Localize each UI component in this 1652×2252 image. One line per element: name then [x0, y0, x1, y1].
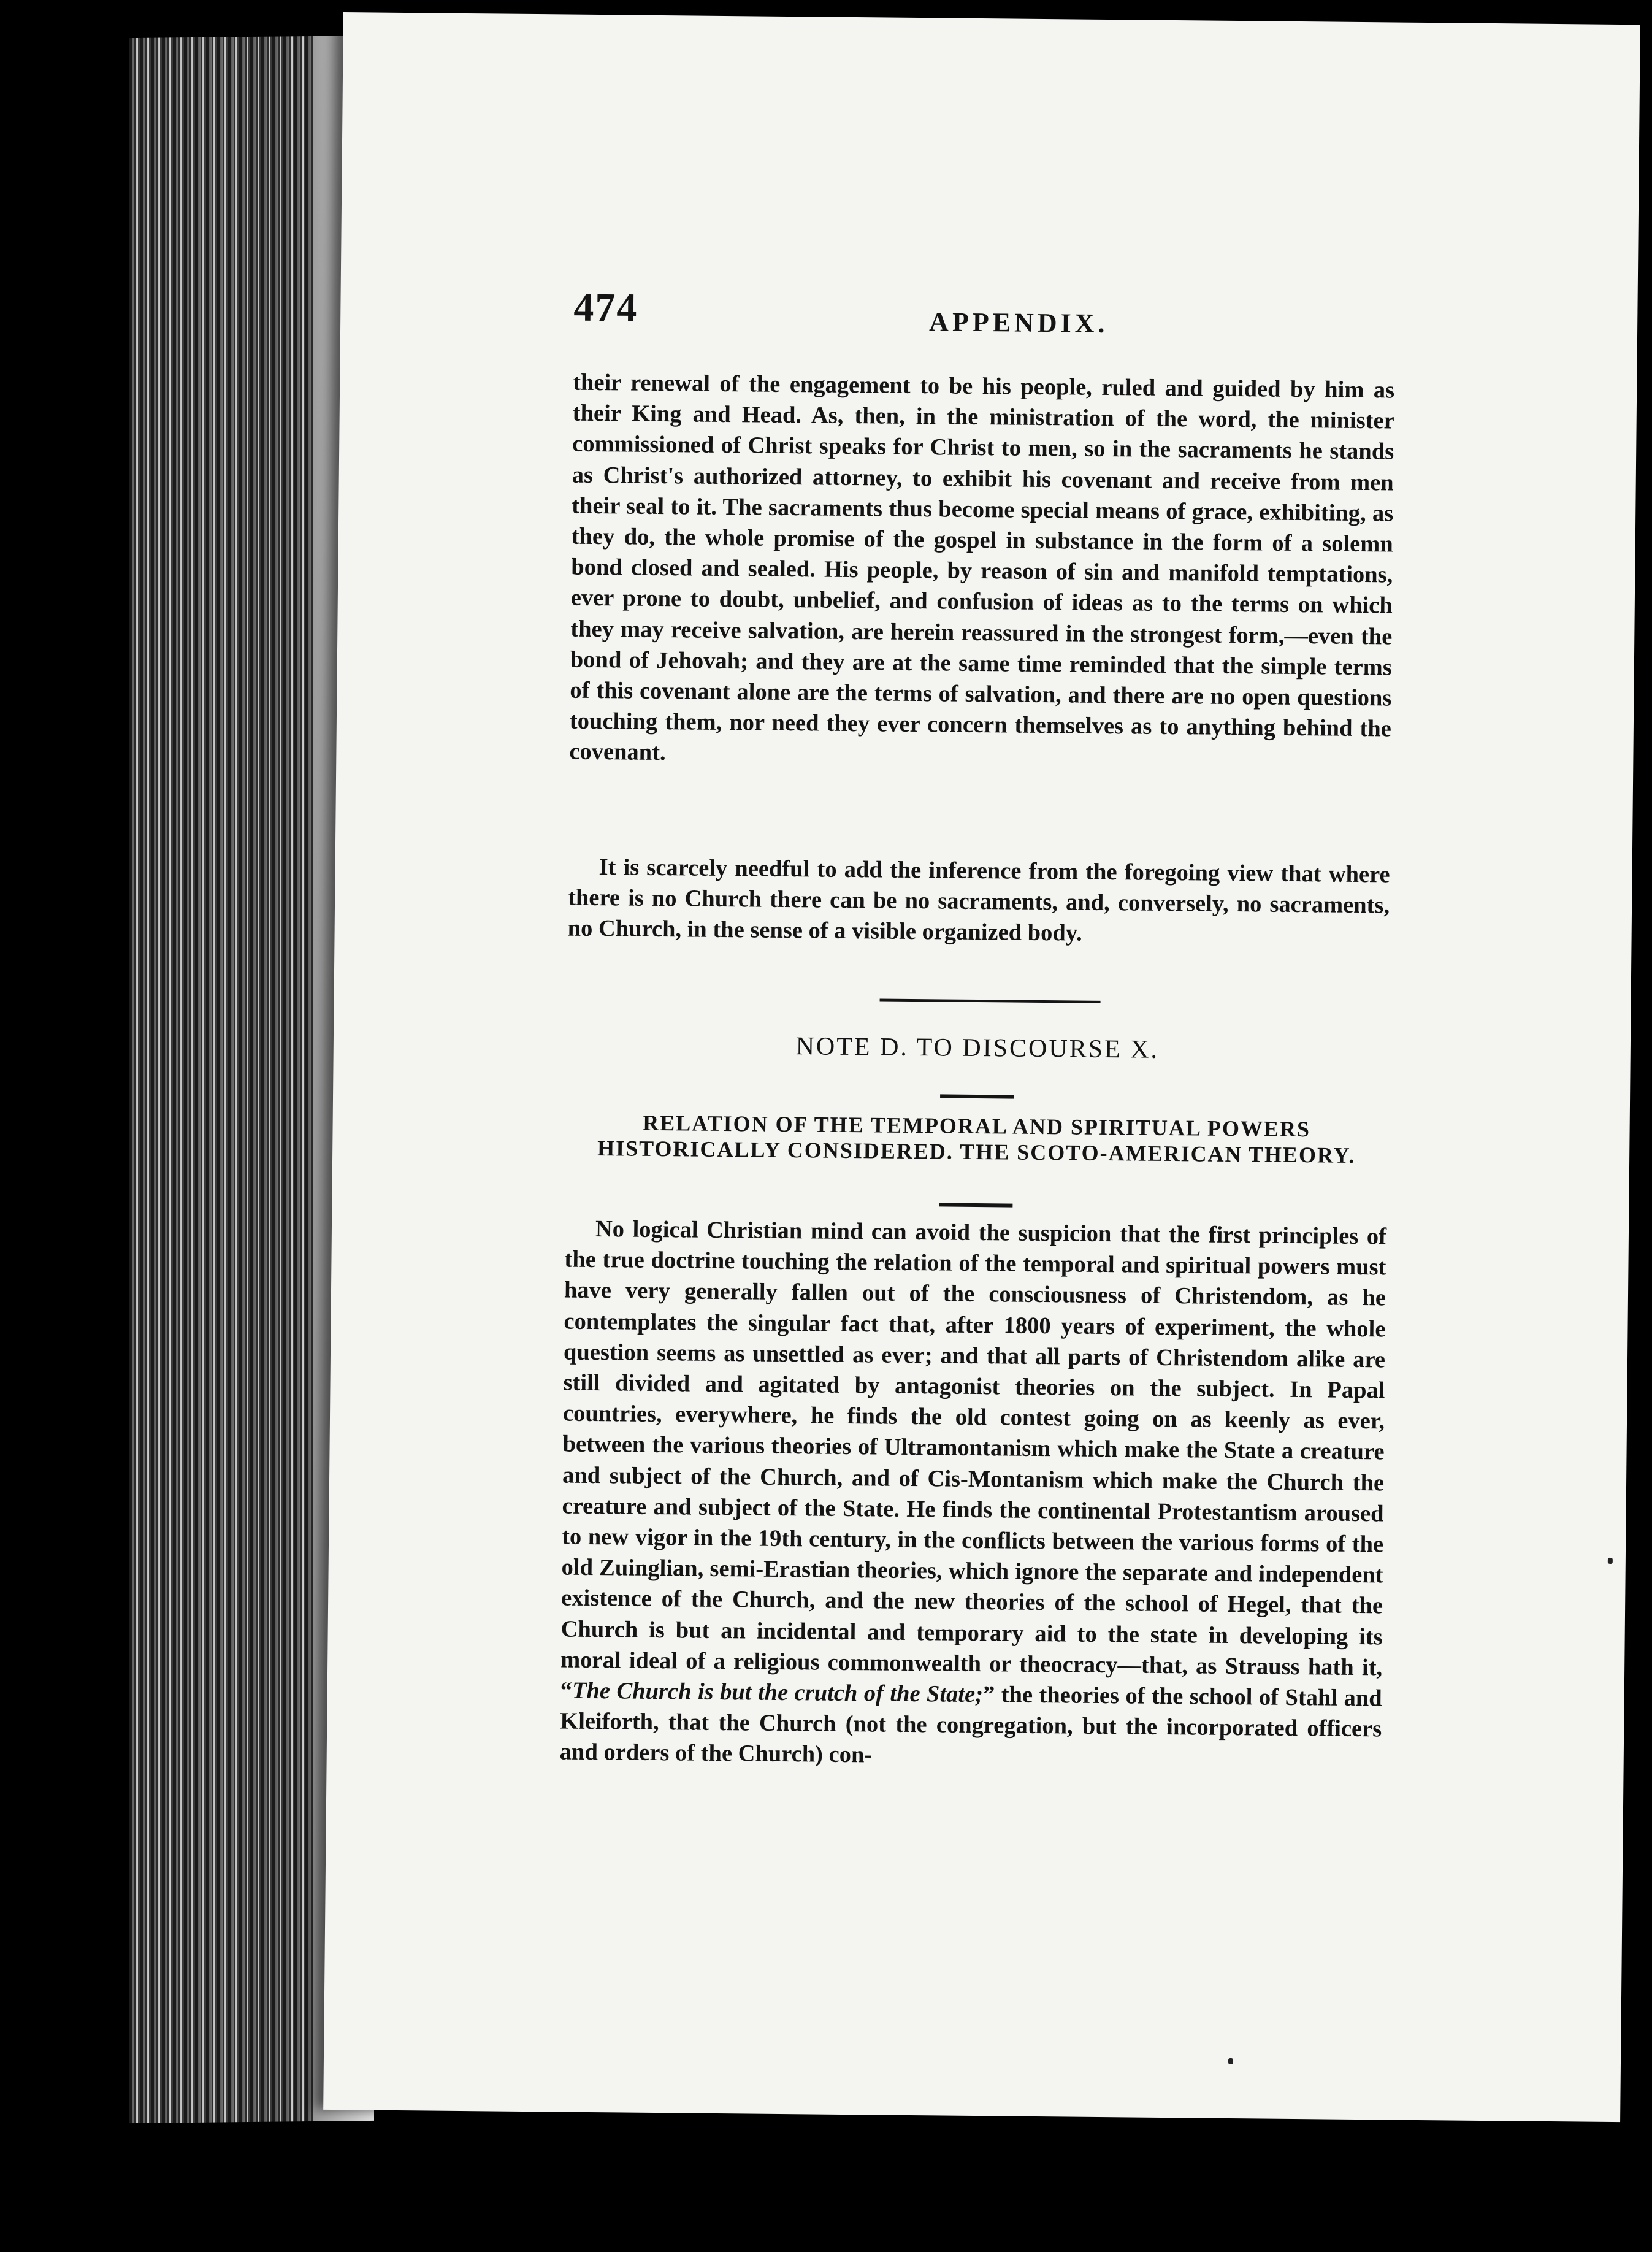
paragraph-text-before-quote: No logical Christian mind can avoid the suspicion that the first principles of the true doctrine touching the relation of the temporal and spiritual powers must have very generally fallen out of the consciousness of Christendom, as he contemplates the singular fact that, after 1800 years of experiment, the whole question seems as unsettled as ever; and that all parts of Christendom alike are still divided and agitated by antagonist theories on the subject. In Papal countries, everywhere, he finds the old contest going on as keenly as ever, between the various theories of Ultramontanism which make the State a creature and subject of the Church, and of Cis-Montanism which make the Church the creature and subject of the State. He finds the continental Protestantism aroused to new vigor in the 19th century, in the conflicts between the various forms of the old Zuinglian, semi-Erastian theories, which ignore the separate and independent existence of the Church, and the new theories of the school of Hegel, that the Church is but an incidental and temporary aid to the state in developing its moral ideal of a religious commonwealth or theocracy—that, as Strauss hath it, “ — [560, 1216, 1387, 1704]
paragraph-continued: their renewal of the engagement to be his people, ruled and guided by him as their King and Head. As, then, in the ministration of the word, the minister commissioned of Christ speaks for Christ to men, so in the sacraments he stands as Christ's authorized attorney, to exhibit his covenant and receive from men their seal to it. The sacraments thus become special means of grace, exhibiting, as they do, the whole promise of the gospel in substance in the form of a solemn bond closed and sealed. His people, by reason of sin and manifold temptations, ever prone to doubt, unbelief, and confusion of ideas as to the terms on which they may receive salvation, are herein reassured in the strongest form,—even the bond of Jehovah; and they are at the same time reminded that the simple terms of this covenant alone are the terms of salvation, and there are no open questions touching them, nor need they ever concern themselves as to anything behind the covenant. — [569, 369, 1395, 766]
ink-speck — [1228, 2058, 1233, 2064]
title-rule — [939, 1203, 1012, 1207]
running-head: APPENDIX. — [928, 307, 1109, 339]
strauss-quote: The Church is but the crutch of the State; — [572, 1677, 984, 1708]
heading-rule — [940, 1094, 1014, 1098]
paragraph-inference: It is scarcely needful to add the inference from the foregoing view that where there is no Church there can be no sacraments, and, conversely, no sacraments, no Church, in the sense of a visible organized body. — [567, 854, 1390, 947]
book-page — [323, 12, 1640, 2122]
ink-speck — [1608, 1558, 1613, 1564]
section-divider-rule — [880, 998, 1101, 1003]
paragraph-relation-of-powers — [560, 1214, 1387, 1775]
note-heading: NOTE D. TO DISCOURSE X. — [795, 1032, 1160, 1064]
page-number: 474 — [573, 285, 638, 331]
paragraph-text-after-quote: ” the theories of the school of Stahl and Kleiforth, that the Church (not the congregation, but the incorporated officers and orders of the Church) con- — [559, 1682, 1382, 1768]
section-title: RELATION OF THE TEMPORAL AND SPIRITUAL POWERS HISTORICALLY CONSIDERED. THE SCOTO-AMERICAN THEORY. — [597, 1110, 1356, 1168]
